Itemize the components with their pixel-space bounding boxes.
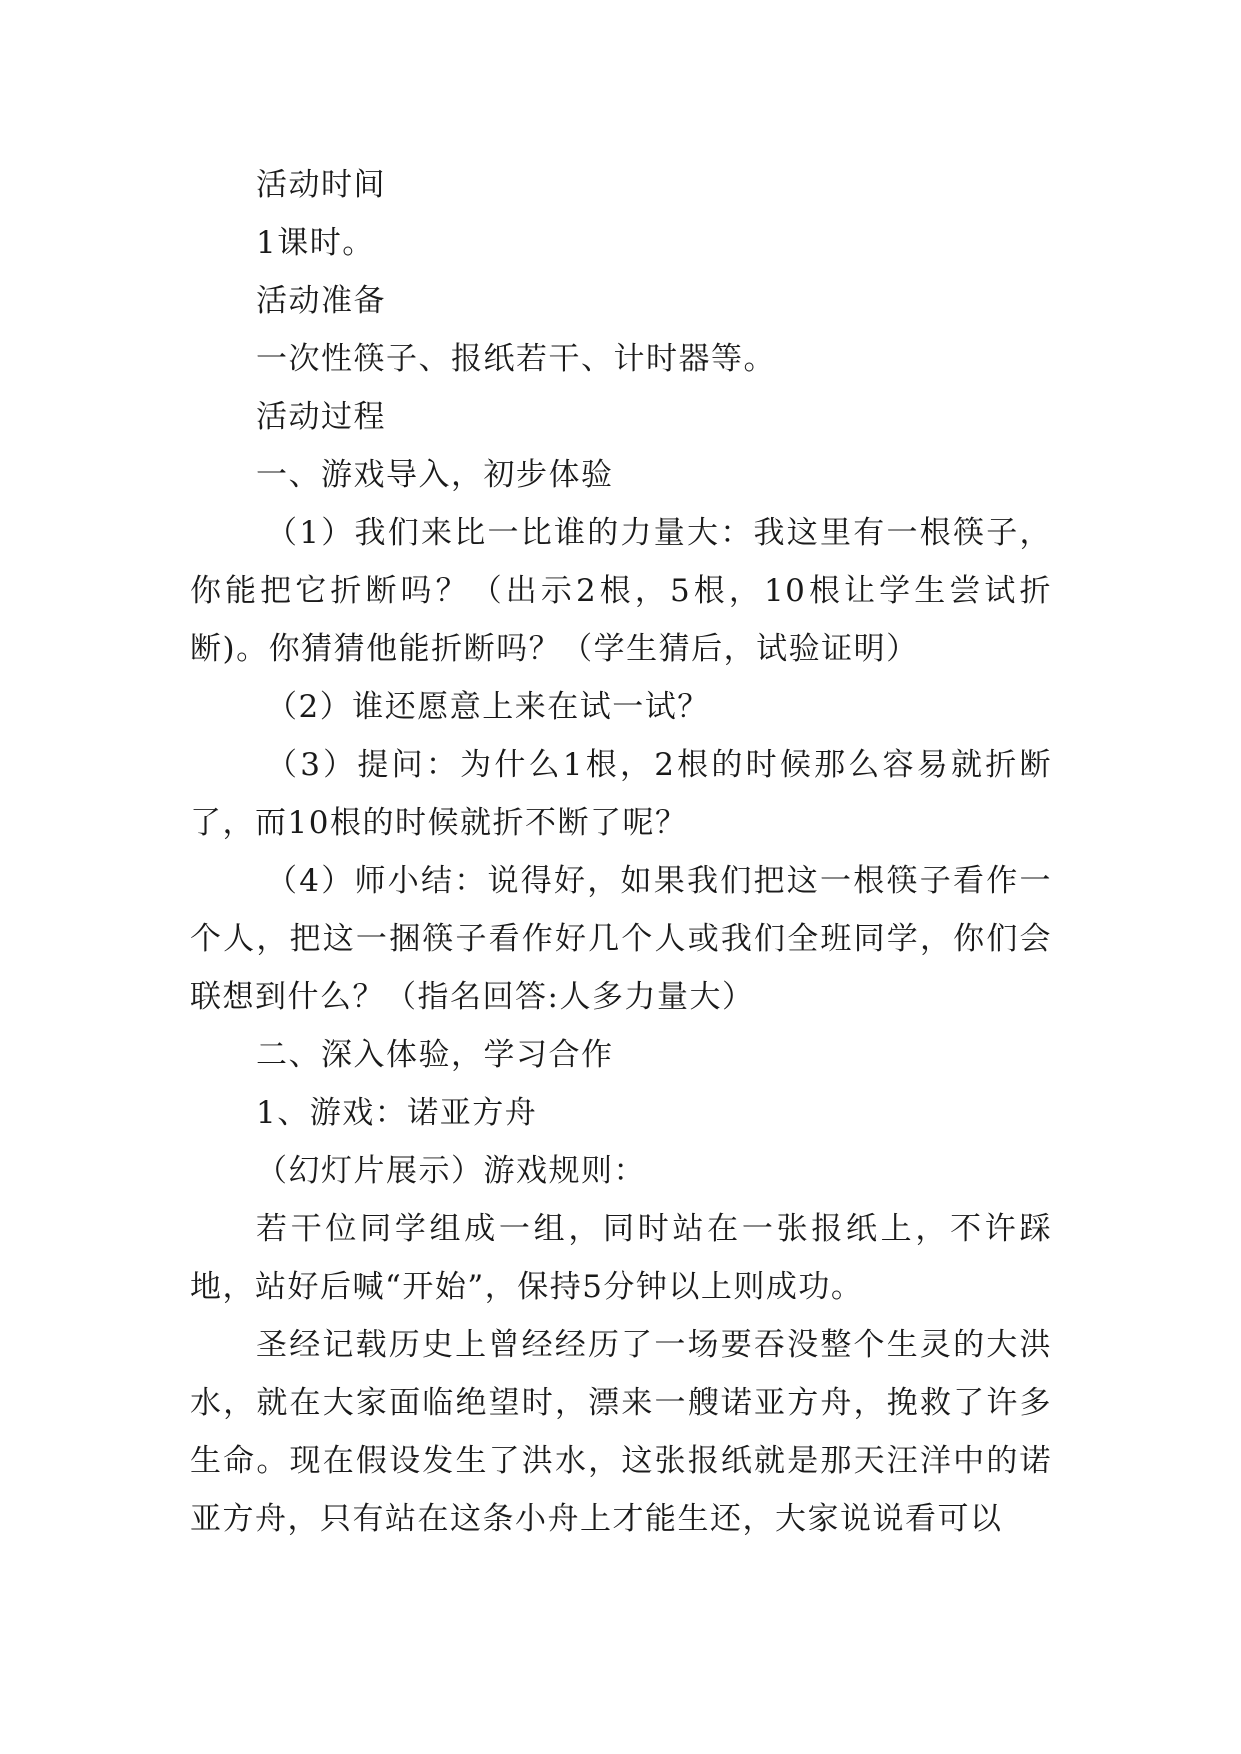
subheading-game-noah: 1、游戏：诺亚方舟 — [256, 1095, 538, 1131]
paragraph-game-rules-label: （幻灯片展示）游戏规则： — [256, 1153, 646, 1189]
heading-activity-preparation: 活动准备 — [256, 283, 386, 319]
paragraph-preparation-materials: 一次性筷子、报纸若干、计时器等。 — [256, 341, 776, 377]
paragraph-game-rules: 若干位同学组成一组，同时站在一张报纸上，不许踩地，站好后喊“开始”，保持5分钟以上则成功。 — [190, 1211, 1052, 1305]
paragraph-activity-time-value: 1课时。 — [256, 225, 375, 261]
paragraph-step-3: （3）提问：为什么1根，2根的时候那么容易就折断了，而10根的时候就折不断了呢？ — [190, 747, 1052, 841]
paragraph-step-2: （2）谁还愿意上来在试一试？ — [266, 689, 710, 725]
heading-activity-time: 活动时间 — [256, 167, 386, 203]
section-heading-two: 二、深入体验，学习合作 — [256, 1037, 614, 1073]
paragraph-step-4: （4）师小结：说得好，如果我们把这一根筷子看作一个人，把这一捆筷子看作好几个人或我们全班同学，你们会联想到什么？（指名回答:人多力量大） — [190, 863, 1052, 1015]
paragraph-step-1: （1）我们来比一比谁的力量大：我这里有一根筷子，你能把它折断吗？（出示2根，5根，10根让学生尝试折断)。你猜猜他能折断吗？（学生猜后，试验证明） — [190, 515, 1052, 667]
section-heading-one: 一、游戏导入，初步体验 — [256, 457, 614, 493]
paragraph-noah-story: 圣经记载历史上曾经经历了一场要吞没整个生灵的大洪水，就在大家面临绝望时，漂来一艘诺亚方舟，挽救了许多生命。现在假设发生了洪水，这张报纸就是那天汪洋中的诺亚方舟，只有站在这条小舟上才能生还，大家说说看可以 — [190, 1327, 1052, 1537]
heading-activity-process: 活动过程 — [256, 399, 386, 435]
document-body — [190, 156, 1052, 1548]
